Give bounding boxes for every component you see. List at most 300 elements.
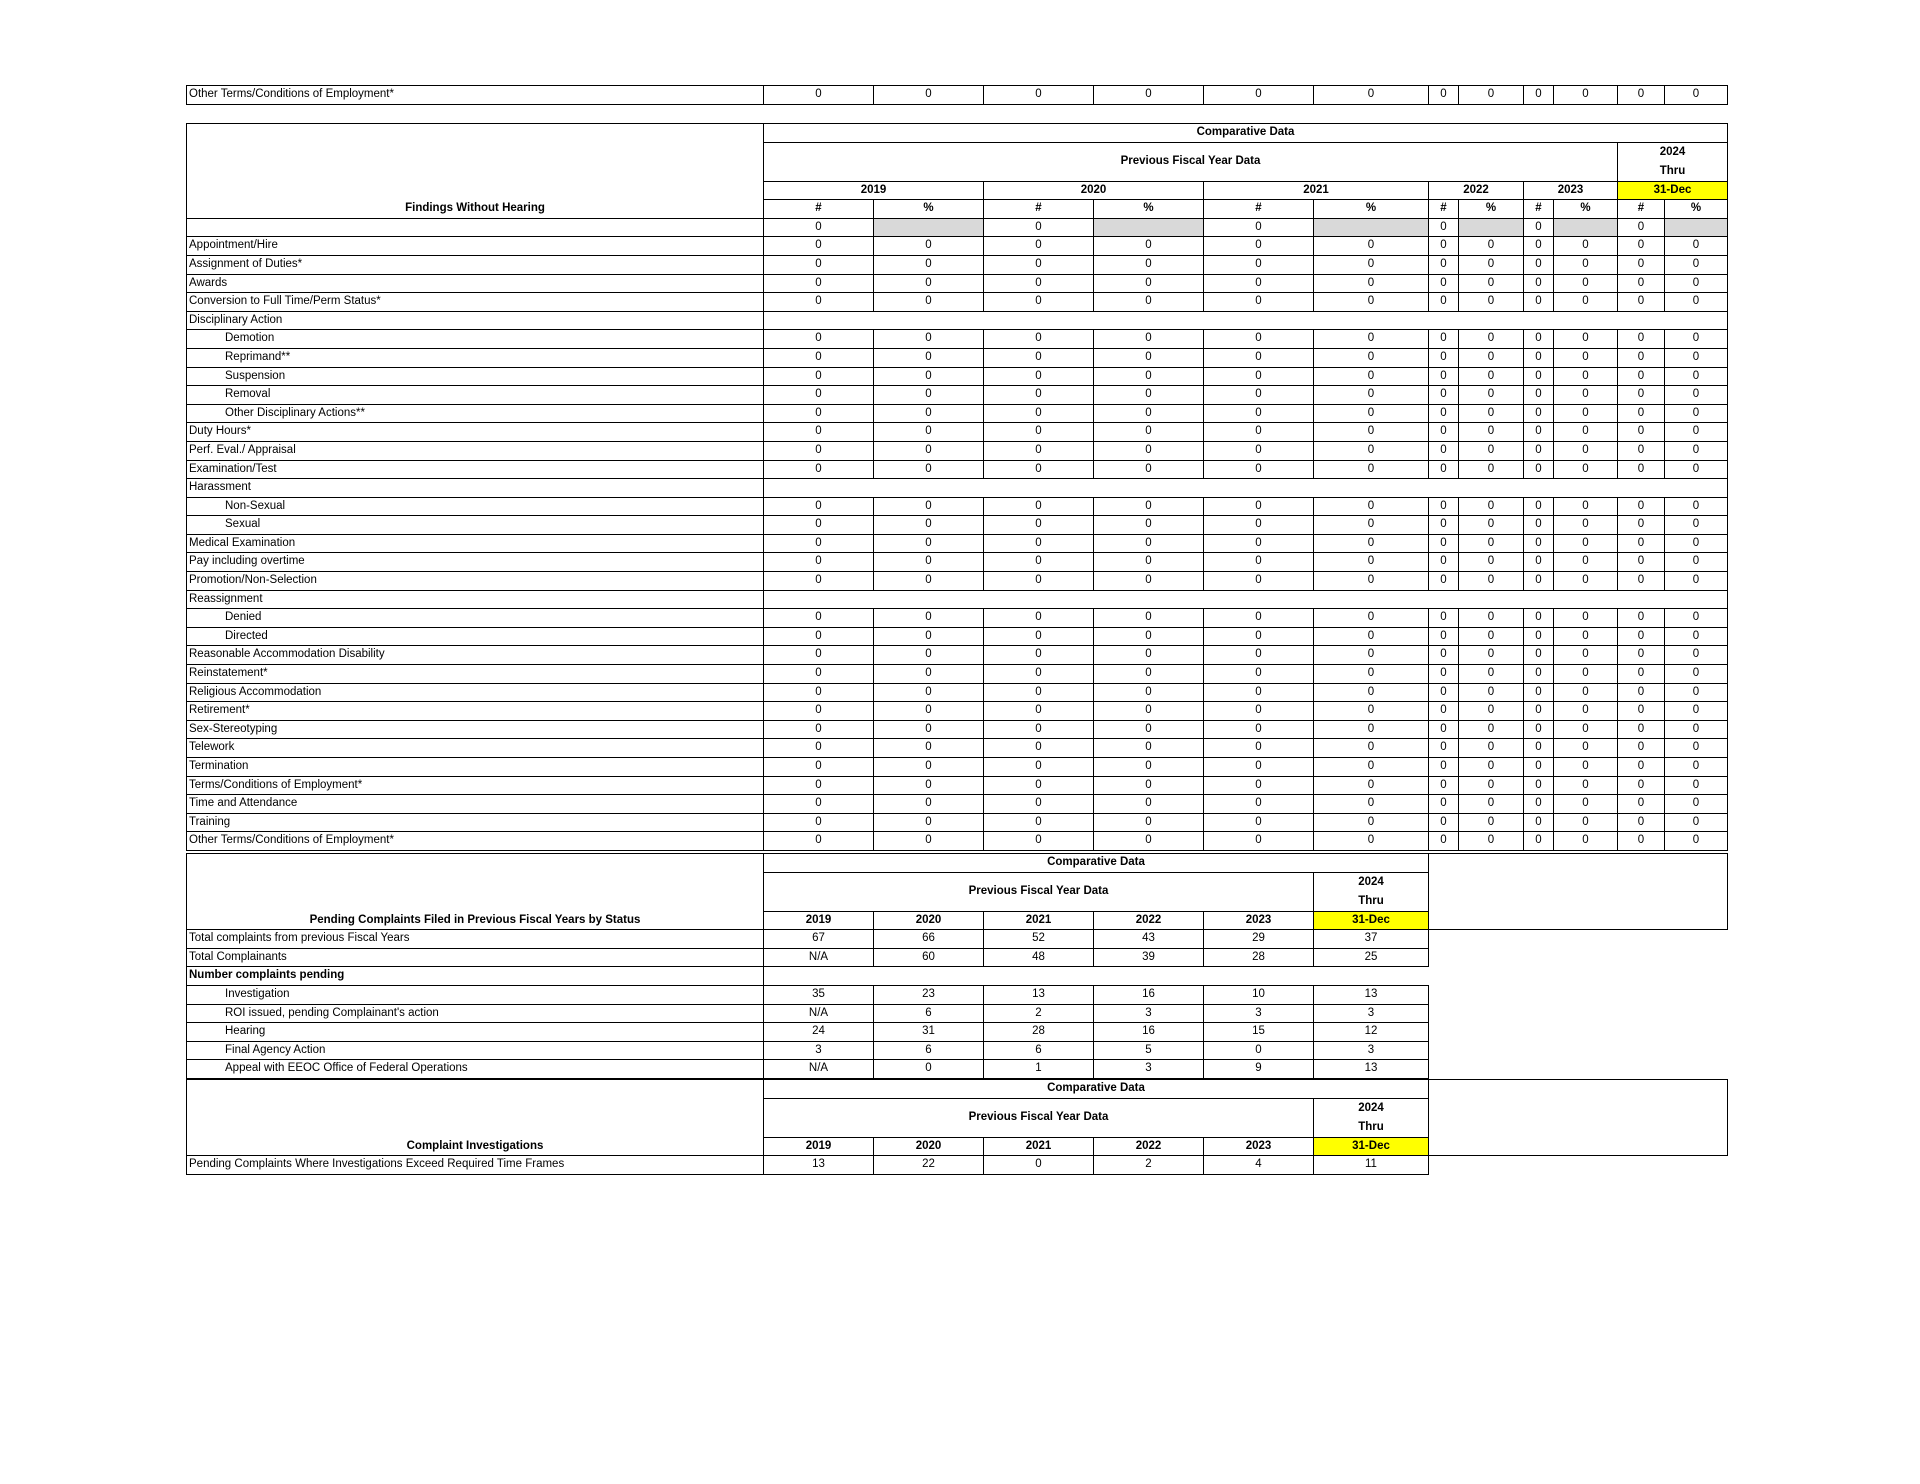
cell-value: 0 <box>1314 534 1429 553</box>
cell-value: 0 <box>1094 367 1204 386</box>
pending-header <box>187 854 1728 930</box>
table-row <box>187 534 1728 553</box>
row-label: Total Complainants <box>187 948 764 967</box>
cell-value: 0 <box>1094 460 1204 479</box>
row-label: Demotion <box>187 330 764 349</box>
cell-value: 13 <box>1314 1060 1429 1079</box>
cell-value: 0 <box>1665 404 1728 423</box>
cell-value: 0 <box>1094 255 1204 274</box>
table-row <box>187 348 1728 367</box>
cell-value: 0 <box>1618 813 1665 832</box>
cell-value: 0 <box>1665 646 1728 665</box>
cell-value: 0 <box>1094 665 1204 684</box>
investigations-year-2019: 2019 <box>764 1137 874 1156</box>
cell-value: 0 <box>1459 330 1524 349</box>
cell-value: 66 <box>874 930 984 949</box>
cell-value: 0 <box>1094 274 1204 293</box>
cell-value: 0 <box>1459 683 1524 702</box>
findings-current-date: 31-Dec <box>1618 181 1728 200</box>
top-continuation-table <box>186 85 1728 105</box>
cell-value: 0 <box>1204 460 1314 479</box>
cell-value: 0 <box>984 293 1094 312</box>
cell-value: 0 <box>874 237 984 256</box>
cell-value: 0 <box>1665 627 1728 646</box>
cell-value: 0 <box>1314 86 1429 105</box>
pending-current-date: 31-Dec <box>1314 911 1429 930</box>
cell-value: 0 <box>1665 516 1728 535</box>
cell-value: 0 <box>984 702 1094 721</box>
cell-value: 0 <box>1665 739 1728 758</box>
cell-value: 0 <box>1204 1041 1314 1060</box>
row-label: Pay including overtime <box>187 553 764 572</box>
cell-value: 0 <box>764 739 874 758</box>
cell-value: 0 <box>984 274 1094 293</box>
cell-value: 0 <box>1554 255 1618 274</box>
cell-value: 0 <box>874 423 984 442</box>
cell-value: 0 <box>1524 832 1554 851</box>
cell-value: 0 <box>1665 348 1728 367</box>
table-row <box>187 460 1728 479</box>
cell-value: 0 <box>1554 758 1618 777</box>
cell-value: 2 <box>1094 1156 1204 1175</box>
table-row <box>187 1023 1728 1042</box>
cell-value: 0 <box>1554 702 1618 721</box>
cell-value: 0 <box>984 572 1094 591</box>
cell-value: 0 <box>1554 739 1618 758</box>
pending-thru-label: Thru <box>1358 894 1384 907</box>
cell-value: 0 <box>1429 237 1459 256</box>
cell-shaded <box>1459 218 1524 237</box>
cell-value: 0 <box>1459 404 1524 423</box>
findings-body <box>187 218 1728 850</box>
cell-value: 0 <box>1618 441 1665 460</box>
pending-complaints-table <box>186 853 1728 1079</box>
category-label: Harassment <box>187 479 764 498</box>
cell-value: 0 <box>1314 330 1429 349</box>
investigations-current-date: 31-Dec <box>1314 1137 1429 1156</box>
cell-value: 0 <box>874 460 984 479</box>
table-row <box>187 646 1728 665</box>
cell-value: 0 <box>1665 255 1728 274</box>
table-row <box>187 255 1728 274</box>
cell-value: 0 <box>1554 795 1618 814</box>
cell-value: 0 <box>1429 572 1459 591</box>
row-label: Other Terms/Conditions of Employment* <box>187 86 764 105</box>
cell-value: 0 <box>1524 460 1554 479</box>
cell-value: 43 <box>1094 930 1204 949</box>
row-label: Appointment/Hire <box>187 237 764 256</box>
pending-current-year <box>1314 872 1429 911</box>
cell-value: 0 <box>1429 348 1459 367</box>
cell-value: 0 <box>1524 330 1554 349</box>
cell-value: 0 <box>1524 609 1554 628</box>
cell-value: 0 <box>1459 348 1524 367</box>
cell-value: 0 <box>764 665 874 684</box>
cell-value: 0 <box>1204 609 1314 628</box>
cell-value: 0 <box>1314 293 1429 312</box>
cell-value: 0 <box>1554 237 1618 256</box>
percent-symbol-header: % <box>874 200 984 219</box>
cell-value: 0 <box>1554 720 1618 739</box>
cell-value: 0 <box>1204 404 1314 423</box>
table-row <box>187 497 1728 516</box>
cell-value: 0 <box>874 702 984 721</box>
cell-value: 52 <box>984 930 1094 949</box>
cell-value: 0 <box>1459 386 1524 405</box>
cell-value: 0 <box>1618 609 1665 628</box>
pending-blank-area <box>1429 854 1728 930</box>
cell-value: 6 <box>874 1041 984 1060</box>
cell-value: 0 <box>1429 758 1459 777</box>
cell-value: 0 <box>984 404 1094 423</box>
cell-value: 0 <box>1524 516 1554 535</box>
pending-body <box>187 930 1728 1079</box>
percent-symbol-header: % <box>1554 200 1618 219</box>
investigations-year-2020: 2020 <box>874 1137 984 1156</box>
cell-value: 0 <box>1429 627 1459 646</box>
table-row <box>187 1156 1728 1175</box>
row-label: Non-Sexual <box>187 497 764 516</box>
cell-value: 0 <box>1618 534 1665 553</box>
category-spacer <box>764 479 1728 498</box>
cell-value: 0 <box>1429 609 1459 628</box>
cell-value: 0 <box>1429 218 1459 237</box>
cell-value: 0 <box>1459 553 1524 572</box>
cell-value: 0 <box>1314 813 1429 832</box>
cell-value: 0 <box>874 404 984 423</box>
category-header-row <box>187 590 1728 609</box>
cell-value: 0 <box>1618 86 1665 105</box>
cell-value: 0 <box>1429 255 1459 274</box>
investigations-title: Complaint Investigations <box>187 1080 764 1156</box>
row-label: Appeal with EEOC Office of Federal Operations <box>187 1060 764 1079</box>
cell-value: 0 <box>1094 572 1204 591</box>
cell-value: 0 <box>1459 627 1524 646</box>
table-row <box>187 609 1728 628</box>
cell-value: 0 <box>1429 795 1459 814</box>
cell-value: 0 <box>1554 609 1618 628</box>
cell-value: 0 <box>764 572 874 591</box>
cell-value: 0 <box>764 255 874 274</box>
cell-value: 0 <box>874 758 984 777</box>
cell-value: 0 <box>874 776 984 795</box>
count-symbol-header: # <box>1429 200 1459 219</box>
cell-value: 0 <box>1554 534 1618 553</box>
cell-value: 0 <box>1524 665 1554 684</box>
cell-value: 0 <box>764 832 874 851</box>
cell-value: 0 <box>1554 386 1618 405</box>
cell-value: 0 <box>1554 832 1618 851</box>
cell-value: 0 <box>764 441 874 460</box>
findings-header <box>187 124 1728 219</box>
cell-value: 0 <box>1459 534 1524 553</box>
table-row <box>187 553 1728 572</box>
category-header-row <box>187 311 1728 330</box>
cell-value: 0 <box>1429 516 1459 535</box>
cell-value: 0 <box>764 497 874 516</box>
cell-value: 0 <box>1204 702 1314 721</box>
cell-value: 0 <box>1459 832 1524 851</box>
cell-value: 0 <box>874 497 984 516</box>
cell-value: 0 <box>1429 86 1459 105</box>
cell-value: 0 <box>1094 739 1204 758</box>
cell-value: 0 <box>1618 516 1665 535</box>
cell-value: 0 <box>1459 646 1524 665</box>
cell-value: 0 <box>984 497 1094 516</box>
cell-value: 0 <box>984 609 1094 628</box>
cell-shaded <box>1314 218 1429 237</box>
cell-value: 0 <box>1429 832 1459 851</box>
cell-value: 0 <box>984 739 1094 758</box>
cell-value: 0 <box>1524 255 1554 274</box>
cell-value: 0 <box>1429 665 1459 684</box>
cell-value: 35 <box>764 985 874 1004</box>
row-label <box>187 218 764 237</box>
cell-value: 0 <box>1429 460 1459 479</box>
cell-value: 0 <box>874 572 984 591</box>
table-row <box>187 758 1728 777</box>
cell-value: 0 <box>1459 516 1524 535</box>
cell-value: 0 <box>1524 572 1554 591</box>
cell-value: 0 <box>764 460 874 479</box>
cell-value: 0 <box>1665 572 1728 591</box>
cell-value: 0 <box>874 609 984 628</box>
row-label: Time and Attendance <box>187 795 764 814</box>
cell-value: 0 <box>1554 776 1618 795</box>
pending-year-2022: 2022 <box>1094 911 1204 930</box>
cell-value: 0 <box>1204 813 1314 832</box>
cell-value: 0 <box>1314 795 1429 814</box>
cell-value: 0 <box>1554 367 1618 386</box>
cell-value: 0 <box>984 348 1094 367</box>
cell-value: 0 <box>1459 609 1524 628</box>
cell-value: 0 <box>1618 293 1665 312</box>
table-row <box>187 702 1728 721</box>
table-row <box>187 1004 1728 1023</box>
cell-value: 0 <box>1524 795 1554 814</box>
cell-value: 0 <box>1204 441 1314 460</box>
table-row <box>187 776 1728 795</box>
table-row <box>187 665 1728 684</box>
cell-value: 0 <box>984 665 1094 684</box>
pending-year-2020: 2020 <box>874 911 984 930</box>
table-row <box>187 274 1728 293</box>
cell-value: 0 <box>1665 702 1728 721</box>
cell-value: 0 <box>1524 758 1554 777</box>
row-label: Total complaints from previous Fiscal Years <box>187 930 764 949</box>
cell-value: 0 <box>764 758 874 777</box>
cell-value: 0 <box>1429 274 1459 293</box>
cell-value: 0 <box>764 627 874 646</box>
cell-value: 0 <box>1314 572 1429 591</box>
cell-value: 0 <box>1429 423 1459 442</box>
cell-value: 0 <box>1429 683 1459 702</box>
cell-value: 0 <box>1618 330 1665 349</box>
cell-value: 0 <box>1314 720 1429 739</box>
cell-value: 0 <box>874 795 984 814</box>
cell-value: 0 <box>1094 423 1204 442</box>
cell-value: 0 <box>1554 646 1618 665</box>
cell-value: 0 <box>1524 86 1554 105</box>
cell-value: 0 <box>1618 702 1665 721</box>
cell-value: 0 <box>1459 423 1524 442</box>
table-row <box>187 720 1728 739</box>
cell-value: 0 <box>1618 255 1665 274</box>
investigations-current-year-value: 2024 <box>1358 1101 1384 1114</box>
cell-value: 0 <box>1204 516 1314 535</box>
cell-value: N/A <box>764 1060 874 1079</box>
cell-value: 0 <box>764 534 874 553</box>
cell-value: 0 <box>1314 274 1429 293</box>
cell-value: 0 <box>1314 497 1429 516</box>
investigations-header <box>187 1080 1728 1156</box>
cell-value: 0 <box>984 237 1094 256</box>
cell-value: 0 <box>1094 86 1204 105</box>
cell-value: 24 <box>764 1023 874 1042</box>
cell-value: 0 <box>1665 720 1728 739</box>
cell-value: 0 <box>1524 497 1554 516</box>
cell-value: 3 <box>1094 1004 1204 1023</box>
cell-value: 0 <box>1524 367 1554 386</box>
cell-value: 0 <box>1618 218 1665 237</box>
findings-without-hearing-table <box>186 123 1728 851</box>
cell-value: 0 <box>874 553 984 572</box>
investigations-year-2022: 2022 <box>1094 1137 1204 1156</box>
cell-value: 0 <box>1094 441 1204 460</box>
table-row <box>187 1060 1728 1079</box>
cell-value: 31 <box>874 1023 984 1042</box>
cell-value: 13 <box>764 1156 874 1175</box>
cell-value: 0 <box>1204 795 1314 814</box>
percent-symbol-header: % <box>1094 200 1204 219</box>
cell-value: 0 <box>1204 423 1314 442</box>
cell-value: 0 <box>874 534 984 553</box>
investigations-year-2021: 2021 <box>984 1137 1094 1156</box>
cell-value: 0 <box>1429 293 1459 312</box>
cell-value: 0 <box>1524 404 1554 423</box>
cell-value: 0 <box>1618 497 1665 516</box>
cell-value: 0 <box>1524 646 1554 665</box>
cell-value: 0 <box>1524 720 1554 739</box>
findings-current-year <box>1618 142 1728 181</box>
investigations-current-year <box>1314 1098 1429 1137</box>
findings-comparative-label: Comparative Data <box>764 124 1728 143</box>
row-label: Terms/Conditions of Employment* <box>187 776 764 795</box>
cell-value: 0 <box>1665 386 1728 405</box>
cell-value: 0 <box>1459 702 1524 721</box>
cell-value: 0 <box>1094 497 1204 516</box>
cell-value: 0 <box>1665 683 1728 702</box>
findings-year-2022: 2022 <box>1429 181 1524 200</box>
cell-value: 3 <box>764 1041 874 1060</box>
cell-value: 0 <box>764 218 874 237</box>
cell-value: 0 <box>1459 795 1524 814</box>
cell-value: 0 <box>1204 553 1314 572</box>
row-label: Final Agency Action <box>187 1041 764 1060</box>
cell-value: 0 <box>1665 237 1728 256</box>
cell-value: 0 <box>874 832 984 851</box>
cell-value: 0 <box>1554 497 1618 516</box>
cell-value: 0 <box>1314 441 1429 460</box>
cell-value: 0 <box>1459 367 1524 386</box>
cell-value: 0 <box>1459 441 1524 460</box>
cell-value: 0 <box>984 534 1094 553</box>
cell-value: 0 <box>1314 758 1429 777</box>
cell-value: 0 <box>1429 330 1459 349</box>
cell-value: 0 <box>1429 386 1459 405</box>
table-row <box>187 293 1728 312</box>
row-label: Other Terms/Conditions of Employment* <box>187 832 764 851</box>
cell-value: 0 <box>764 237 874 256</box>
cell-value: 37 <box>1314 930 1429 949</box>
cell-value: 0 <box>1459 813 1524 832</box>
cell-value: 0 <box>1094 330 1204 349</box>
cell-value: 39 <box>1094 948 1204 967</box>
cell-shaded <box>1094 218 1204 237</box>
cell-value: 67 <box>764 930 874 949</box>
cell-value: 0 <box>1618 367 1665 386</box>
cell-value: 0 <box>1618 572 1665 591</box>
findings-previous-label: Previous Fiscal Year Data <box>764 142 1618 181</box>
cell-value: 0 <box>1459 720 1524 739</box>
cell-value: 0 <box>1429 553 1459 572</box>
cell-value: 0 <box>984 683 1094 702</box>
cell-value: 0 <box>1459 237 1524 256</box>
cell-value: 0 <box>1429 646 1459 665</box>
pending-comparative-label: Comparative Data <box>764 854 1429 873</box>
cell-value: 0 <box>1094 386 1204 405</box>
cell-value: 0 <box>1665 609 1728 628</box>
investigations-body <box>187 1156 1728 1175</box>
cell-value: 0 <box>1459 665 1524 684</box>
cell-value: 0 <box>1204 534 1314 553</box>
top-continuation-body <box>187 86 1728 105</box>
table-row <box>187 985 1728 1004</box>
cell-value: 0 <box>1554 423 1618 442</box>
cell-value: 0 <box>1618 423 1665 442</box>
cell-value: 0 <box>1094 683 1204 702</box>
row-label: Assignment of Duties* <box>187 255 764 274</box>
cell-value: 0 <box>1094 553 1204 572</box>
cell-value: 0 <box>1618 646 1665 665</box>
cell-value: 0 <box>1314 739 1429 758</box>
count-symbol-header: # <box>984 200 1094 219</box>
cell-value: 0 <box>1094 776 1204 795</box>
cell-value: 16 <box>1094 985 1204 1004</box>
cell-value: 0 <box>984 758 1094 777</box>
cell-value: 0 <box>1665 832 1728 851</box>
cell-value: 0 <box>1524 776 1554 795</box>
table-row <box>187 795 1728 814</box>
cell-value: 0 <box>1314 367 1429 386</box>
row-label: ROI issued, pending Complainant's action <box>187 1004 764 1023</box>
cell-value: 0 <box>1314 627 1429 646</box>
cell-value: 0 <box>1459 293 1524 312</box>
cell-value: 22 <box>874 1156 984 1175</box>
cell-shaded <box>874 218 984 237</box>
row-label: Denied <box>187 609 764 628</box>
cell-value: 0 <box>1429 367 1459 386</box>
cell-value: 0 <box>874 646 984 665</box>
cell-value: 0 <box>1314 683 1429 702</box>
cell-value: 0 <box>1665 665 1728 684</box>
cell-value: 0 <box>1524 348 1554 367</box>
cell-value: 13 <box>984 985 1094 1004</box>
cell-value: 0 <box>1314 776 1429 795</box>
cell-value: 0 <box>1204 720 1314 739</box>
percent-symbol-header: % <box>1314 200 1429 219</box>
cell-value: 0 <box>1665 423 1728 442</box>
